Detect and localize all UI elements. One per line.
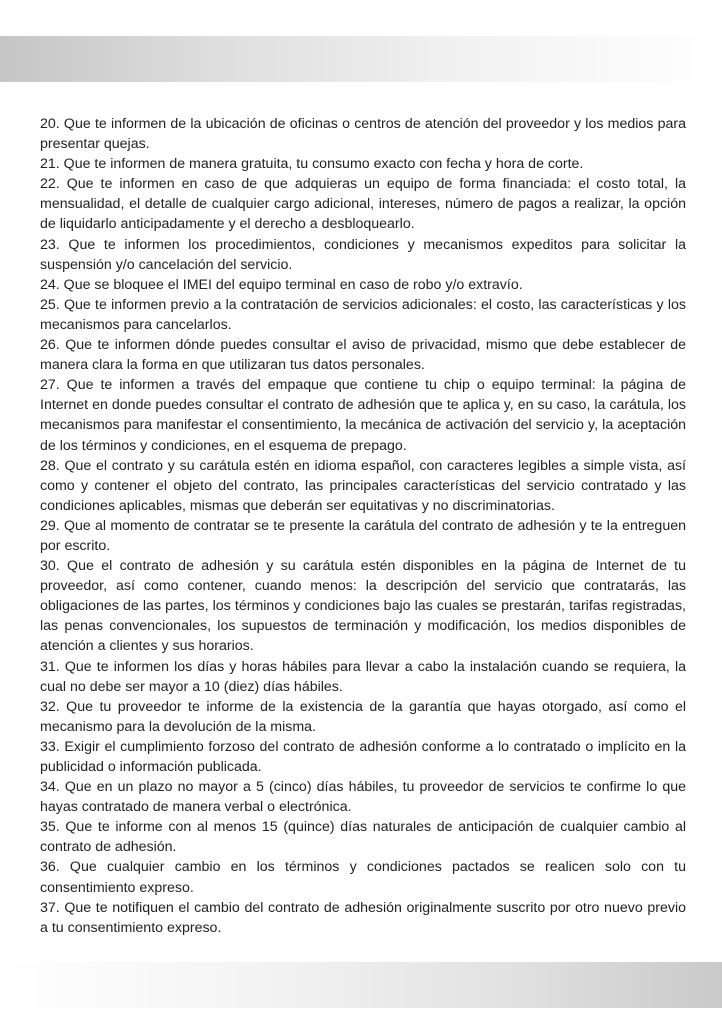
list-item: 25. Que te informen previo a la contratación de servicios adicionales: el costo, las características y los mecanismos para cancelarlos. bbox=[40, 296, 686, 333]
list-item: 31. Que te informen los días y horas hábiles para llevar a cabo la instalación cuando se requiera, la cual no debe ser mayor a 10 (diez) días hábiles. bbox=[40, 658, 686, 695]
list-item: 28. Que el contrato y su carátula estén en idioma español, con caracteres legibles a simple vista, así como y contener el objeto del contrato, las principales características del servicio contratado y las condiciones aplicables, mismas que deberán ser equitativas y no discriminatorias. bbox=[40, 457, 686, 514]
list-item: 23. Que te informen los procedimientos, condiciones y mecanismos expeditos para solicitar la suspensión y/o cancelación del servicio. bbox=[40, 236, 686, 273]
list-item: 33. Exigir el cumplimiento forzoso del contrato de adhesión conforme a lo contratado o implícito en la publicidad o información publicada. bbox=[40, 738, 686, 775]
list-item: 35. Que te informe con al menos 15 (quince) días naturales de anticipación de cualquier cambio al contrato de adhesión. bbox=[40, 819, 686, 856]
header-gradient-band bbox=[0, 36, 722, 82]
list-item: 22. Que te informen en caso de que adquieras un equipo de forma financiada: el costo total, la mensualidad, el detalle de cualquier cargo adicional, intereses, número de pagos a realizar, la opción de liquidarlo anticipadamente y el derecho a desbloquearlo. bbox=[40, 176, 686, 233]
list-item: 20. Que te informen de la ubicación de oficinas o centros de atención del proveedor y los medios para presentar quejas. bbox=[40, 116, 686, 153]
list-item: 27. Que te informen a través del empaque que contiene tu chip o equipo terminal: la página de Internet en donde puedes consultar el contrato de adhesión que te aplica y, en su caso, la carátula, los mecanismos para manifestar el consentimiento, la mecánica de activación del servicio y, la aceptación de los términos y condiciones, en el esquema de prepago. bbox=[40, 377, 686, 454]
list-item: 30. Que el contrato de adhesión y su carátula estén disponibles en la página de Internet de tu proveedor, así como contener, cuando menos: la descripción del servicio que contratarás, las obligaciones de las partes, los términos y condiciones bajo las cuales se prestarán, tarifas registradas, las penas convencionales, los supuestos de terminación y modificación, los medios disponibles de atención a clientes y sus horarios. bbox=[40, 558, 686, 655]
list-item: 34. Que en un plazo no mayor a 5 (cinco) días hábiles, tu proveedor de servicios te confirme lo que hayas contratado de manera verbal o electrónica. bbox=[40, 779, 686, 816]
list-item: 29. Que al momento de contratar se te presente la carátula del contrato de adhesión y te la entreguen por escrito. bbox=[40, 517, 686, 554]
list-item: 24. Que se bloquee el IMEI del equipo terminal en caso de robo y/o extravío. bbox=[40, 276, 523, 293]
list-item: 26. Que te informen dónde puedes consultar el aviso de privacidad, mismo que debe establecer de manera clara la forma en que utilizaran tus datos personales. bbox=[40, 337, 686, 374]
list-item: 32. Que tu proveedor te informe de la existencia de la garantía que hayas otorgado, así como el mecanismo para la devolución de la misma. bbox=[40, 698, 686, 735]
list-item: 36. Que cualquier cambio en los términos y condiciones pactados se realicen solo con tu consentimiento expreso. bbox=[40, 859, 686, 896]
footer-gradient-band bbox=[0, 962, 722, 1008]
rights-list bbox=[40, 114, 686, 938]
list-item: 21. Que te informen de manera gratuita, tu consumo exacto con fecha y hora de corte. bbox=[40, 156, 584, 173]
list-item: 37. Que te notifiquen el cambio del contrato de adhesión originalmente suscrito por otro nuevo previo a tu consentimiento expreso. bbox=[40, 899, 686, 936]
